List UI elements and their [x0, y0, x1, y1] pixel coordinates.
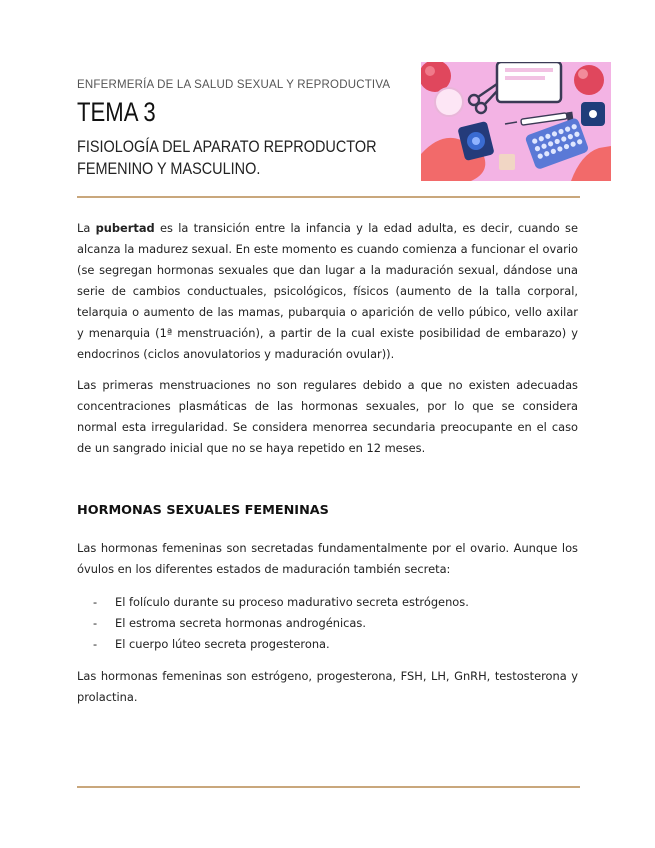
chapter-title-line2: FEMENINO Y MASCULINO.	[77, 159, 261, 178]
list-item-text: El estroma secreta hormonas androgénicas.	[115, 616, 366, 630]
list-item	[93, 613, 469, 634]
hormone-list	[93, 592, 469, 655]
paragraph-pubertad-intro: La	[77, 221, 96, 235]
section-heading: HORMONAS SEXUALES FEMENINAS	[77, 503, 329, 518]
footer-divider	[77, 786, 580, 788]
bullet-marker: -	[93, 616, 98, 630]
bullet-marker: -	[93, 595, 98, 609]
red-ball	[574, 65, 604, 95]
bullet-marker: -	[93, 637, 98, 651]
chapter-title	[77, 136, 377, 180]
contraception-illustration	[421, 62, 611, 181]
list-item-text: El cuerpo lúteo secreta progesterona.	[115, 637, 330, 651]
paragraph-menstruaciones: Las primeras menstruaciones no son regulares debido a que no existen adecuadas concentraciones plasmáticas de las hormonas sexuales, por lo que se considera normal esta irregularidad. Se considera menorrea secundaria preocupante en el caso de un sangrado inicial que no se haya repetido en 12 meses.	[77, 378, 578, 455]
term-pubertad: pubertad	[95, 221, 155, 235]
section-intro: Las hormonas femeninas son secretadas fundamentalmente por el ovario. Aunque los óvulos en los diferentes estados de maduración también secreta:	[77, 541, 578, 576]
paragraph-pubertad-rest: es la transición entre la infancia y la edad adulta, es decir, cuando se alcanza la madurez sexual. En este momento es cuando comienza a funcionar el ovario (se segregan hormonas sexuales que dan lugar a la maduración sexual, dándose una serie de cambios conductuales, psicológicos, físicos (aumento de la talla corporal, telarquia o aumento de las mamas, pubarquia o aparición de vello púbico, vello axilar y menarquia (1ª menstruación), a partir de la cual existe posibilidad de embarazo) y endocrinos (ciclos anovulatorios y maduración ovular)).	[77, 221, 578, 361]
header-divider	[77, 196, 580, 198]
section-closing: Las hormonas femeninas son estrógeno, progesterona, FSH, LH, GnRH, testosterona y prolactina.	[77, 669, 578, 704]
list-item-text: El folículo durante su proceso madurativo secreta estrógenos.	[115, 595, 469, 609]
list-item	[93, 592, 469, 613]
chapter-title-line1: FISIOLOGÍA DEL APARATO REPRODUCTOR	[77, 137, 377, 156]
tema-title: TEMA 3	[77, 97, 156, 127]
list-item	[93, 634, 469, 655]
beige-square	[499, 154, 515, 170]
paragraph-pubertad	[77, 218, 578, 365]
petri-dish	[435, 88, 463, 116]
subject-label: ENFERMERÍA DE LA SALUD SEXUAL Y REPRODUCTIVA	[77, 79, 391, 91]
